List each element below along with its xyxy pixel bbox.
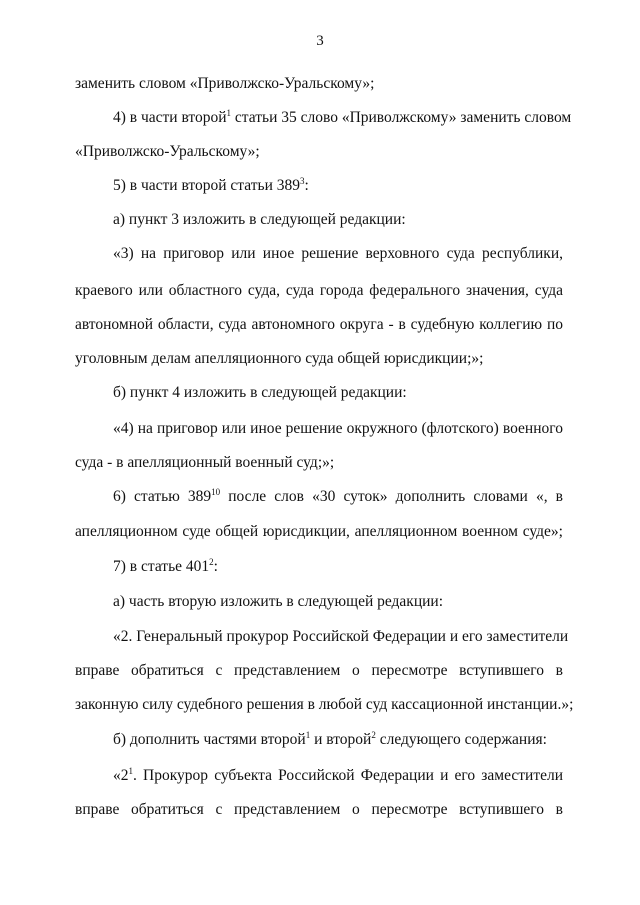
text-line: вправе обратиться с представлением о пересмотре вступившего в [75,801,563,818]
text-line: «$2^1$. Прокурор субъекта Российской Федерации и его заместители [113,766,563,784]
page-number: 3 [316,33,324,49]
text-line: 4) в части второй$^1$ статьи 35 слово «Приволжскому» заменить словом [113,108,572,126]
text-line: 5) в части второй статьи $389^3$: [113,176,309,194]
text-line: вправе обратиться с представлением о пересмотре вступившего в [75,662,563,679]
text-line: апелляционном суде общей юрисдикции, апелляционном военном суде»; [75,523,563,540]
text-line: б) пункт 4 изложить в следующей редакции: [113,384,407,401]
text-line: 6) статью $389^{10}$ после слов «30 суток» дополнить словами «, в [113,487,563,505]
text-line: а) пункт 3 изложить в следующей редакции: [113,211,406,228]
text-line: а) часть вторую изложить в следующей редакции: [113,593,444,610]
text-line: «4) на приговор или иное решение окружного (флотского) военного [113,420,563,437]
text-line: б) дополнить частями второй$^1$ и второй$^2$ следующего содержания: [113,730,547,748]
text-line: «2. Генеральный прокурор Российской Федерации и его заместители [113,628,569,645]
text-line: суда - в апелляционный военный суд;»; [75,454,335,471]
text-line: автономной области, суда автономного округа - в судебную коллегию по [75,316,563,333]
text-line: «3) на приговор или иное решение верховного суда республики, [113,245,563,262]
text-line: краевого или областного суда, суда города федерального значения, суда [75,282,563,299]
text-line: уголовным делам апелляционного суда общей юрисдикции;»; [75,350,484,367]
text-line: «Приволжско-Уральскому»; [75,143,260,160]
text-line: 7) в статье $401^2$: [113,557,218,575]
text-line: законную силу судебного решения в любой суд кассационной инстанции.»; [75,696,574,713]
text-line: заменить словом «Приволжско-Уральскому»; [75,75,375,92]
